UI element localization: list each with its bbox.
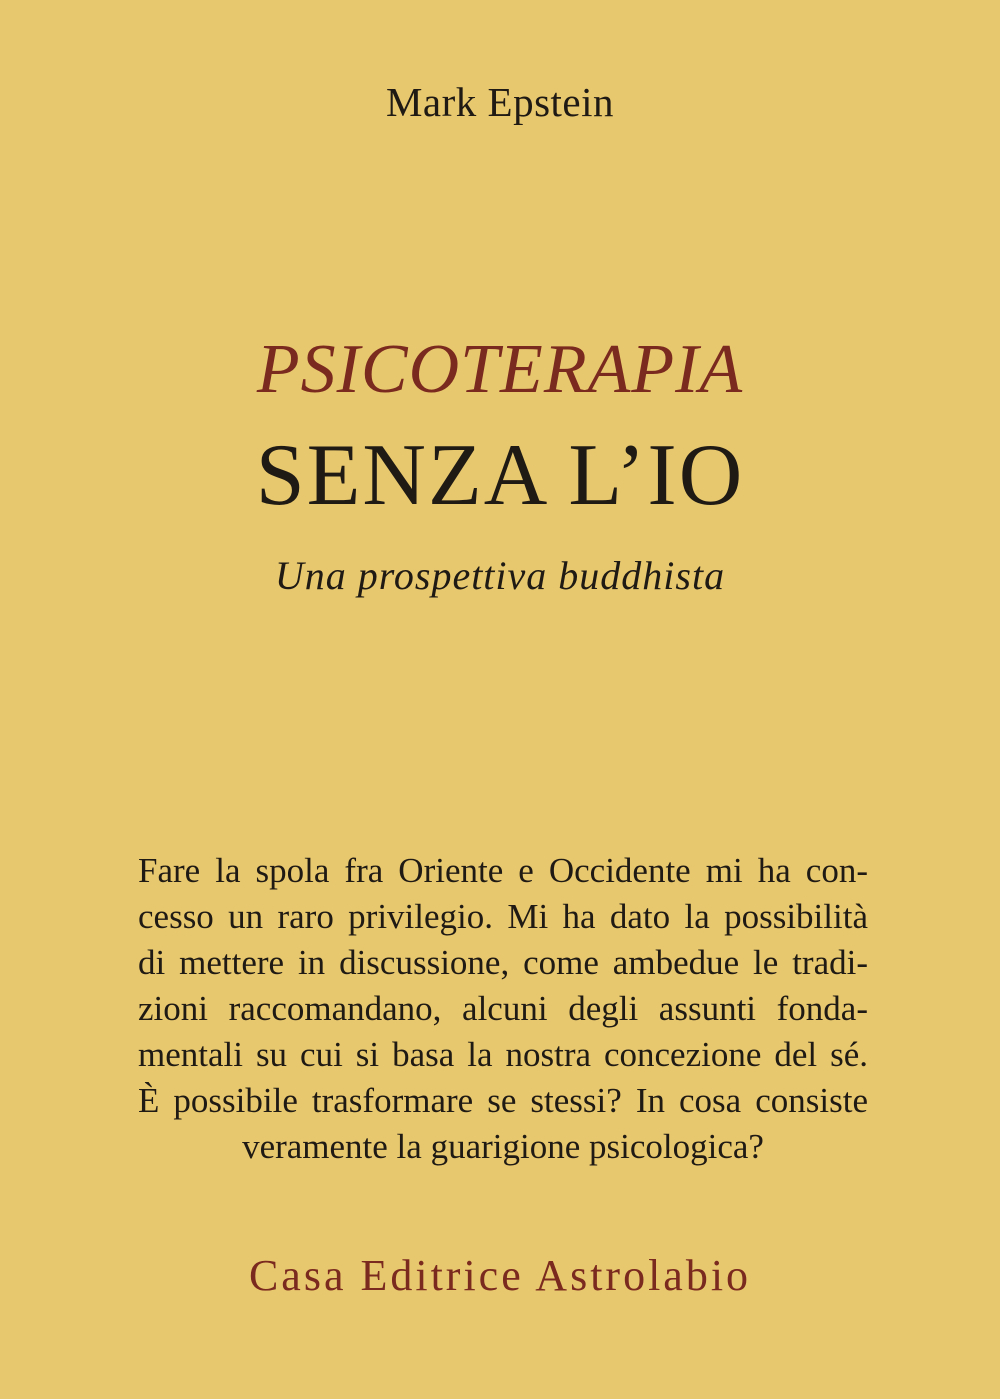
- title-line-1: PSICOTERAPIA: [256, 331, 744, 408]
- blurb-line: zioni raccomandano, alcuni degli assunti fonda-: [138, 989, 868, 1028]
- blurb-line: È possibile trasformare se stessi? In cosa consiste: [138, 1081, 868, 1120]
- blurb-line: di mettere in discussione, come ambedue le tradi-: [138, 943, 868, 982]
- publisher-name: Casa Editrice Astrolabio: [248, 1251, 752, 1300]
- title-line-2: SENZA L’IO: [255, 427, 745, 524]
- author-name: Mark Epstein: [385, 79, 615, 125]
- blurb-line: veramente la guarigione psicologica?: [242, 1127, 764, 1166]
- blurb-line: cesso un raro privilegio. Mi ha dato la possibilità: [138, 897, 868, 936]
- blurb-line: mentali su cui si basa la nostra concezione del sé.: [138, 1035, 868, 1074]
- subtitle: Una prospettiva buddhista: [274, 553, 726, 598]
- blurb-line: Fare la spola fra Oriente e Occidente mi ha con-: [138, 851, 868, 890]
- back-blurb: [138, 848, 868, 1170]
